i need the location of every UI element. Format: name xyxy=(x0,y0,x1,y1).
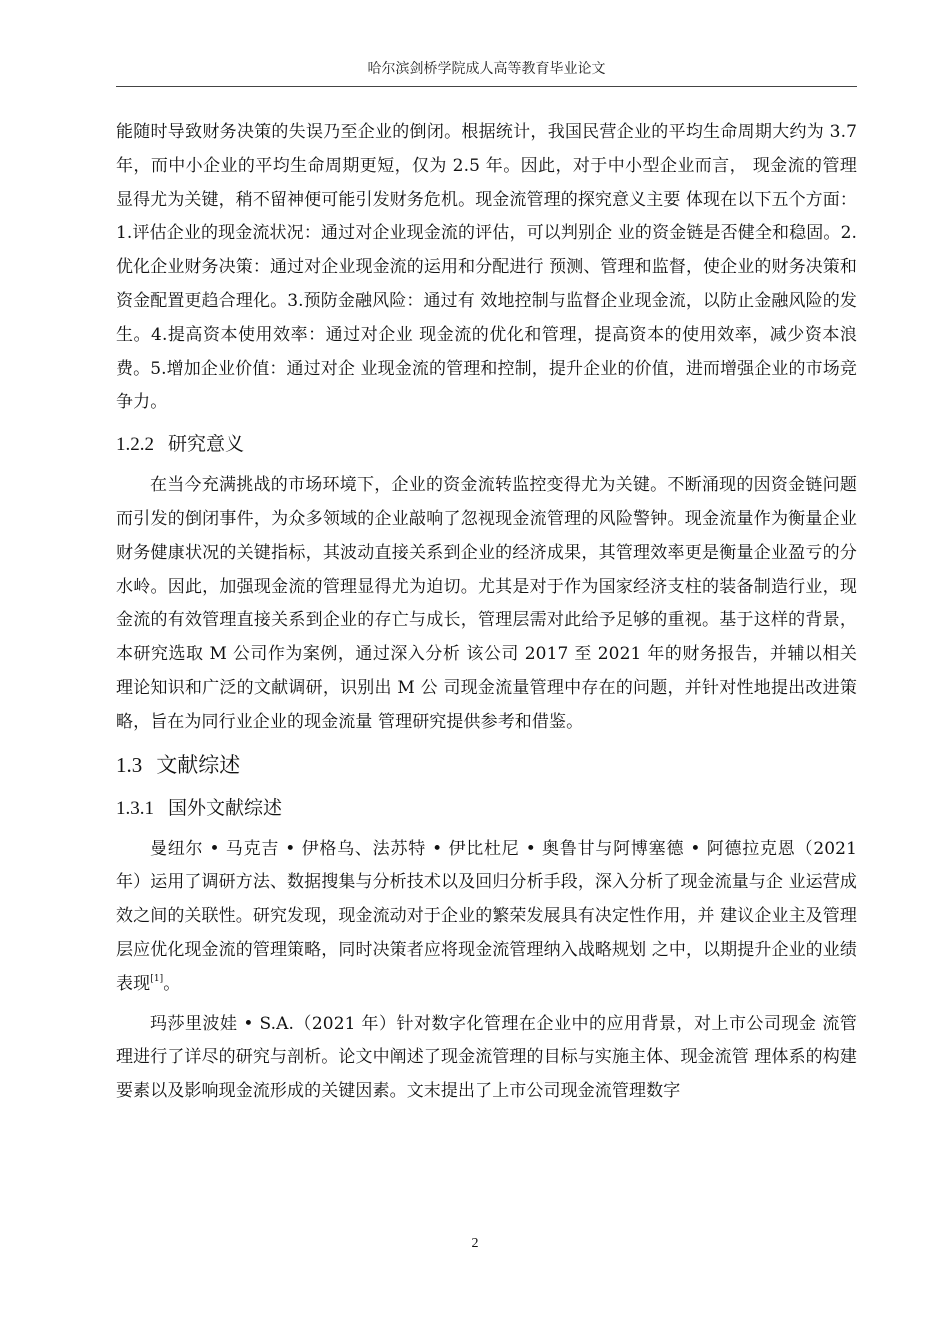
paragraph-foreign-review-2: 玛莎里波娃 • S.A.（2021 年）针对数字化管理在企业中的应用背景，对上市公司现金 流管理进行了详尽的研究与剖析。论文中阐述了现金流管理的目标与实施主体、现金流管 理体系的构建要素以及影响现金流形成的关键因素。文末提出了上市公司现金流管理数字 xyxy=(116,1013,857,1102)
section-number: 1.3.1 xyxy=(116,797,154,819)
header-title: 哈尔滨剑桥学院成人高等教育毕业论文 xyxy=(367,61,606,77)
page-header xyxy=(116,52,857,87)
paragraph-foreign-review-1 xyxy=(116,833,857,1002)
section-number: 1.3 xyxy=(116,752,143,777)
section-number: 1.2.2 xyxy=(116,434,154,456)
page-body xyxy=(116,116,857,1109)
section-title: 文献综述 xyxy=(156,752,241,777)
paragraph-research-significance: 在当今充满挑战的市场环境下，企业的资金流转监控变得尤为关键。不断涌现的因资金链问题而引发的倒闭事件，为众多领域的企业敲响了忽视现金流管理的风险警钟。现金流量作为衡量企业财务健康状况的关键指标，其波动直接关系到企业的经济成果，其管理效率更是衡量企业盈亏的分水岭。因此，加强现金流的管理显得尤为迫切。尤其是对于作为国家经济支柱的装备制造行业，现金流的有效管理直接关系到企业的存亡与成长，管理层需对此给予足够的重视。基于这样的背景，本研究选取 M 公司作为案例，通过深入分析 该公司 2017 至 2021 年的财务报告，并辅以相关理论知识和广泛的文献调研，识别出 M 公 司现金流量管理中存在的问题，并针对性地提出改进策略，旨在为同行业企业的现金流量 管理研究提供参考和借鉴。 xyxy=(116,475,857,732)
citation-reference: [1] xyxy=(150,973,164,984)
section-heading-1-2-2 xyxy=(116,430,857,459)
section-title: 研究意义 xyxy=(168,433,245,456)
paragraph-end: 。 xyxy=(163,973,181,994)
page-number: 2 xyxy=(471,1236,479,1251)
section-title: 国外文献综述 xyxy=(168,796,283,819)
paragraph-text: 曼纽尔 • 马克吉 • 伊格乌、法苏特 • 伊比杜尼 • 奥鲁甘与阿博塞德 • 阿德拉克恩（2021 年）运用了调研方法、数据搜集与分析技术以及回归分析手段，深入分析了现金流量与企 业运营成效之间的关联性。研究发现，现金流动对于企业的繁荣发展具有决定性作用，并 建议企业主及管理层应优化现金流的管理策略，同时决策者应将现金流管理纳入战略规划 之中，以期提升企业的业绩表现 xyxy=(116,838,857,994)
paragraph-intro: 能随时导致财务决策的失误乃至企业的倒闭。根据统计，我国民营企业的平均生命周期大约为 3.7 年，而中小企业的平均生命周期更短，仅为 2.5 年。因此，对于中小型企业而言， 现金流的管理显得尤为关键，稍不留神便可能引发财务危机。现金流管理的探究意义主要 体现在以下五个方面：1.评估企业的现金流状况：通过对企业现金流的评估，可以判别企 业的资金链是否健全和稳固。2.优化企业财务决策：通过对企业现金流的运用和分配进行 预测、管理和监督，使企业的财务决策和资金配置更趋合理化。3.预防金融风险：通过有 效地控制与监督企业现金流，以防止金融风险的发生。4.提高资本使用效率：通过对企业 现金流的优化和管理，提高资本的使用效率，减少资本浪费。5.增加企业价值：通过对企 业现金流的管理和控制，提升企业的价值，进而增强企业的市场竞争力。 xyxy=(116,122,857,413)
section-heading-1-3 xyxy=(116,750,857,780)
section-heading-1-3-1 xyxy=(116,794,857,823)
